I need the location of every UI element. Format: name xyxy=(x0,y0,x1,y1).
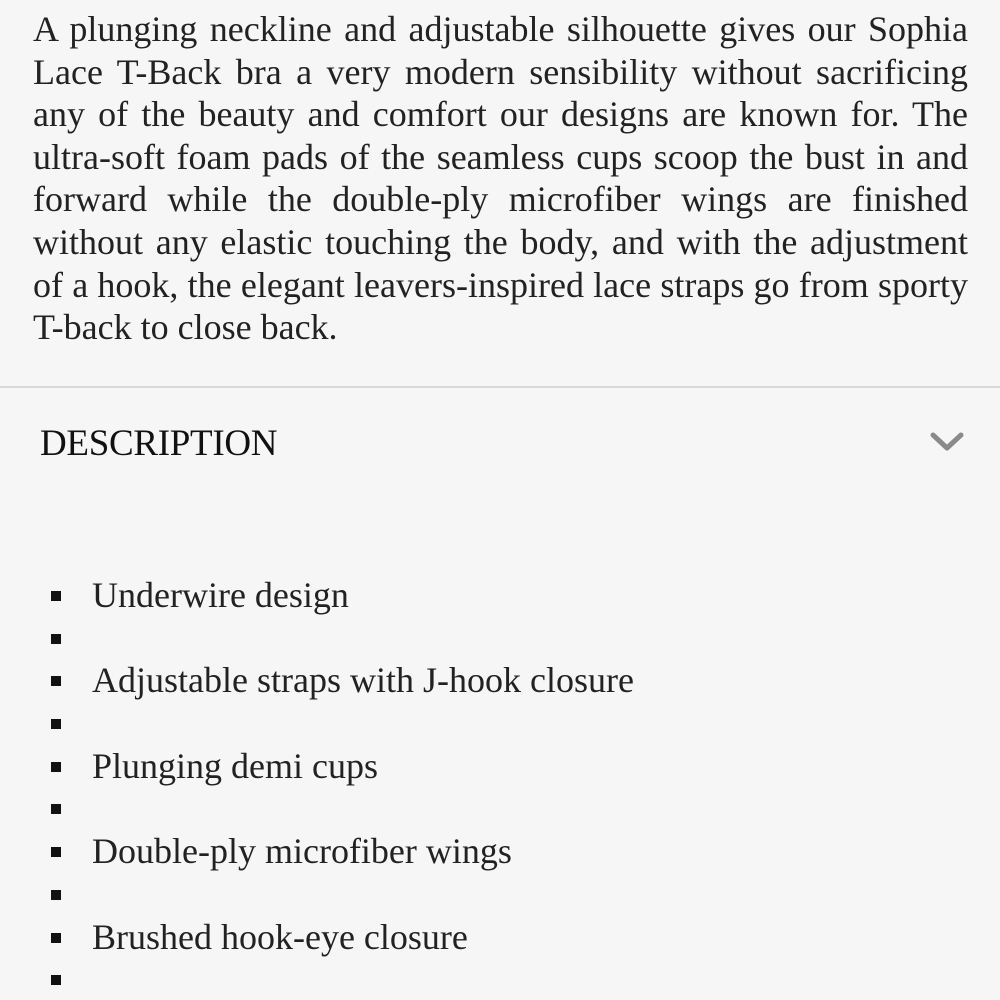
list-item xyxy=(0,741,1000,784)
list-item xyxy=(0,698,1000,741)
list-item xyxy=(0,826,1000,872)
feature-list xyxy=(0,570,1000,997)
product-intro-text: A plunging neckline and adjustable silhouette gives our Sophia Lace T-Back bra a very modern sensibility without sacrificing any of the beauty and comfort our designs are known for. The ultra-soft foam pads of the seamless cups scoop the bust in and forward while the double-ply microfiber wings are finished without any elastic touching the body, and with the adjustment of a hook, the elegant leavers-inspired lace straps go from sporty T-back to close back. xyxy=(33,9,968,348)
bullet-icon xyxy=(51,634,61,644)
bullet-icon xyxy=(51,975,61,985)
feature-text: Brushed hook-eye closure xyxy=(92,916,468,957)
feature-text: Plunging demi cups xyxy=(92,745,378,786)
list-item xyxy=(0,613,1000,656)
list-item xyxy=(0,912,1000,955)
bullet-icon xyxy=(51,804,61,814)
bullet-icon xyxy=(51,719,61,729)
accordion-title: DESCRIPTION xyxy=(40,423,278,464)
list-item xyxy=(0,570,1000,613)
bullet-icon xyxy=(51,847,61,857)
bullet-icon xyxy=(51,762,61,772)
bullet-icon xyxy=(51,591,61,601)
chevron-down-icon[interactable] xyxy=(929,430,965,454)
section-divider xyxy=(0,386,1000,388)
bullet-icon xyxy=(51,676,61,686)
feature-text: Adjustable straps with J-hook closure xyxy=(92,660,634,701)
bullet-icon xyxy=(51,890,61,900)
bullet-icon xyxy=(51,933,61,943)
list-item xyxy=(0,869,1000,912)
feature-text: Underwire design xyxy=(92,575,349,615)
list-item xyxy=(0,655,1000,701)
description-accordion-toggle[interactable] xyxy=(0,400,1000,490)
feature-text: Double-ply microfiber wings xyxy=(92,831,512,872)
list-item xyxy=(0,783,1000,826)
list-item xyxy=(0,954,1000,997)
